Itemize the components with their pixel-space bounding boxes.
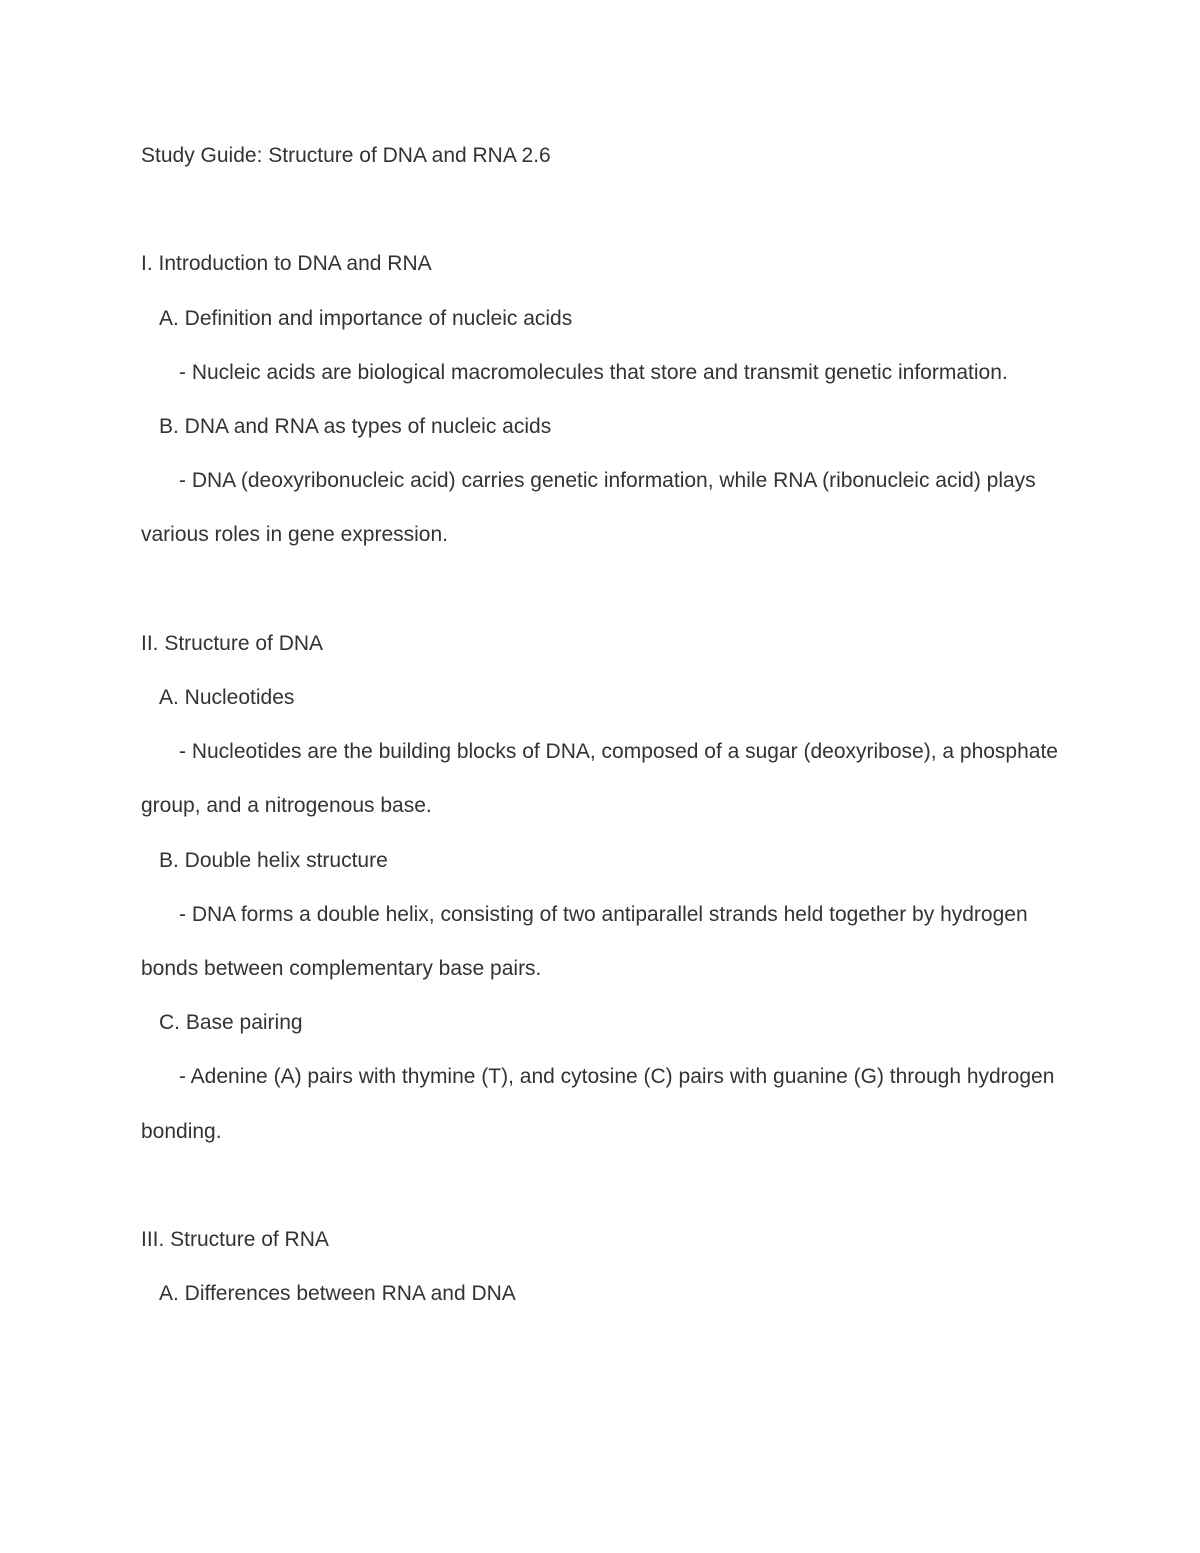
document-title: Study Guide: Structure of DNA and RNA 2.6	[141, 144, 551, 167]
paragraph: - Nucleotides are the building blocks of DNA, composed of a sugar (deoxyribose), a phosphate group, and a nitrogenous base.	[141, 740, 1064, 818]
section-heading: II. Structure of DNA	[141, 631, 324, 655]
subsection-heading: A. Nucleotides	[159, 686, 295, 709]
spacer	[141, 183, 1071, 237]
subsection-heading: A. Differences between RNA and DNA	[159, 1282, 516, 1306]
paragraph: - DNA forms a double helix, consisting of two antiparallel strands held together by hydrogen bonds between complementary base pairs.	[141, 902, 1034, 981]
section-heading: III. Structure of RNA	[141, 1228, 329, 1252]
paragraph: - Nucleic acids are biological macromolecules that store and transmit genetic information.	[179, 360, 1008, 384]
subsection-heading: B. Double helix structure	[159, 848, 388, 872]
document-body	[141, 129, 1071, 1321]
spacer	[141, 563, 1071, 617]
paragraph: - DNA (deoxyribonucleic acid) carries genetic information, while RNA (ribonucleic acid) plays various roles in gene expression.	[141, 469, 1042, 547]
subsection-heading: A. Definition and importance of nucleic acids	[159, 306, 573, 330]
subsection-heading: C. Base pairing	[159, 1011, 303, 1035]
spacer	[141, 1159, 1071, 1213]
subsection-heading: B. DNA and RNA as types of nucleic acids	[159, 415, 552, 438]
section-heading: I. Introduction to DNA and RNA	[141, 252, 432, 276]
paragraph: - Adenine (A) pairs with thymine (T), and cytosine (C) pairs with guanine (G) through hydrogen bonding.	[141, 1065, 1061, 1143]
